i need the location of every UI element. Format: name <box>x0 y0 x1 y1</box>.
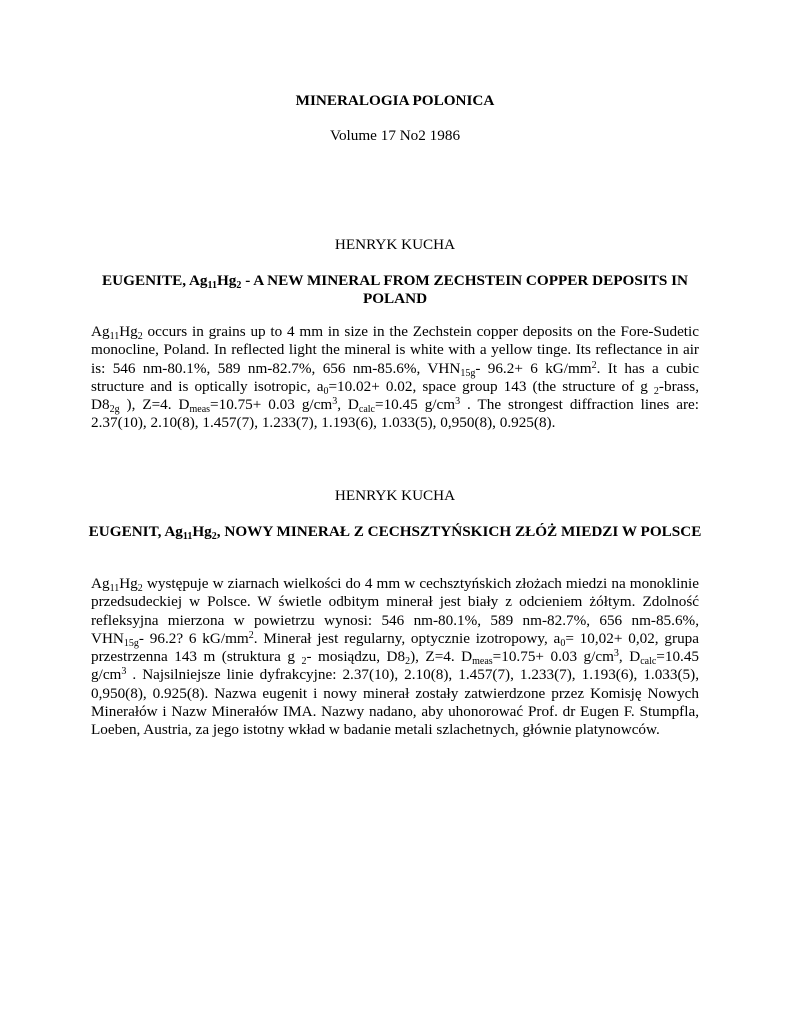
journal-name: MINERALOGIA POLONICA <box>295 92 495 109</box>
author-name-en: HENRYK KUCHA <box>334 236 456 253</box>
article-title-en: EUGENITE, $Ag_{11}Hg_2$ - A NEW MINERAL FROM ZECHSTEIN COPPER DEPOSITS IN POLAND <box>102 272 688 307</box>
article-title-pl: EUGENIT, $Ag_{11}Hg_2$, NOWY MINERAŁ Z CECHSZTYŃSKICH ZŁÓŻ MIEDZI W POLSCE <box>88 523 702 542</box>
abstract-pl: $Ag_{11}Hg_2$ występuje w ziarnach wielkości do 4 mm w cechsztyńskich złożach miedzi na monoklinie przedsudeckiej w Polsce. W świetle odbitym minerał jest biały z odcieniem żółtym. Zdolność refleksyjna mierzona w powietrzu wynosi: 546 nm-80.1%, 589 nm-82.7%, 656 nm-85.6%, $VHN_{15g}-$ 96.2? 6 $kG/mm^2$. Minerał jest regularny, optycznie izotropowy, $a_0= 10,02+ 0,02$, grupa przestrzenna 143 m (struktura g $_2$- mosiądzu, $D8_2$), Z=4. $D_{meas}=10.75+ 0.03$ $g/cm^3$, $D_{calc}=10.45$ $g/cm^3$ . Najsilniejsze linie dyfrakcyjne: 2.37(10), 2.10(8), 1.457(7), 1.233(7), 1.193(6), 1.033(5), 0,950(8), 0.925(8). Nazwa eugenit i nowy minerał zostały zatwierdzone przez Komisję Nowych Minerałów i Nazw Minerałów IMA. Nazwy nadano, aby uhonorować Prof. dr Eugen F. Stumpfla, Loeben, Austria, za jego istotny wkład w badanie metali szlachetnych, głównie platynowców. <box>91 575 700 739</box>
author-name-pl: HENRYK KUCHA <box>334 487 456 504</box>
abstract-en: $Ag_{11}Hg_2$ occurs in grains up to 4 mm in size in the Zechstein copper deposits on the Fore-Sudetic monocline, Poland. In reflected light the mineral is white with a yellow tinge. Its reflectance in air is: 546 nm-80.1%, 589 nm-82.7%, 656 nm-85.6%, $VHN_{15g}-$ 96.2+ 6 $kG/mm^2$. It has a cubic structure and is optically isotropic, $a_0=10.02+ 0.02$, space group 143 (the structure of g $_2$-brass, $D8_{2g}$ ), Z=4. $D_{meas}=10.75+ 0.03$ $g/cm^3$, $D_{calc}=10.45$ $g/cm^3$ . The strongest diffraction lines are: 2.37(10), 2.10(8), 1.457(7), 1.233(7), 1.193(6), 1.033(5), 0,950(8), 0.925(8). <box>91 323 700 432</box>
journal-volume: Volume 17 No2 1986 <box>329 127 461 144</box>
